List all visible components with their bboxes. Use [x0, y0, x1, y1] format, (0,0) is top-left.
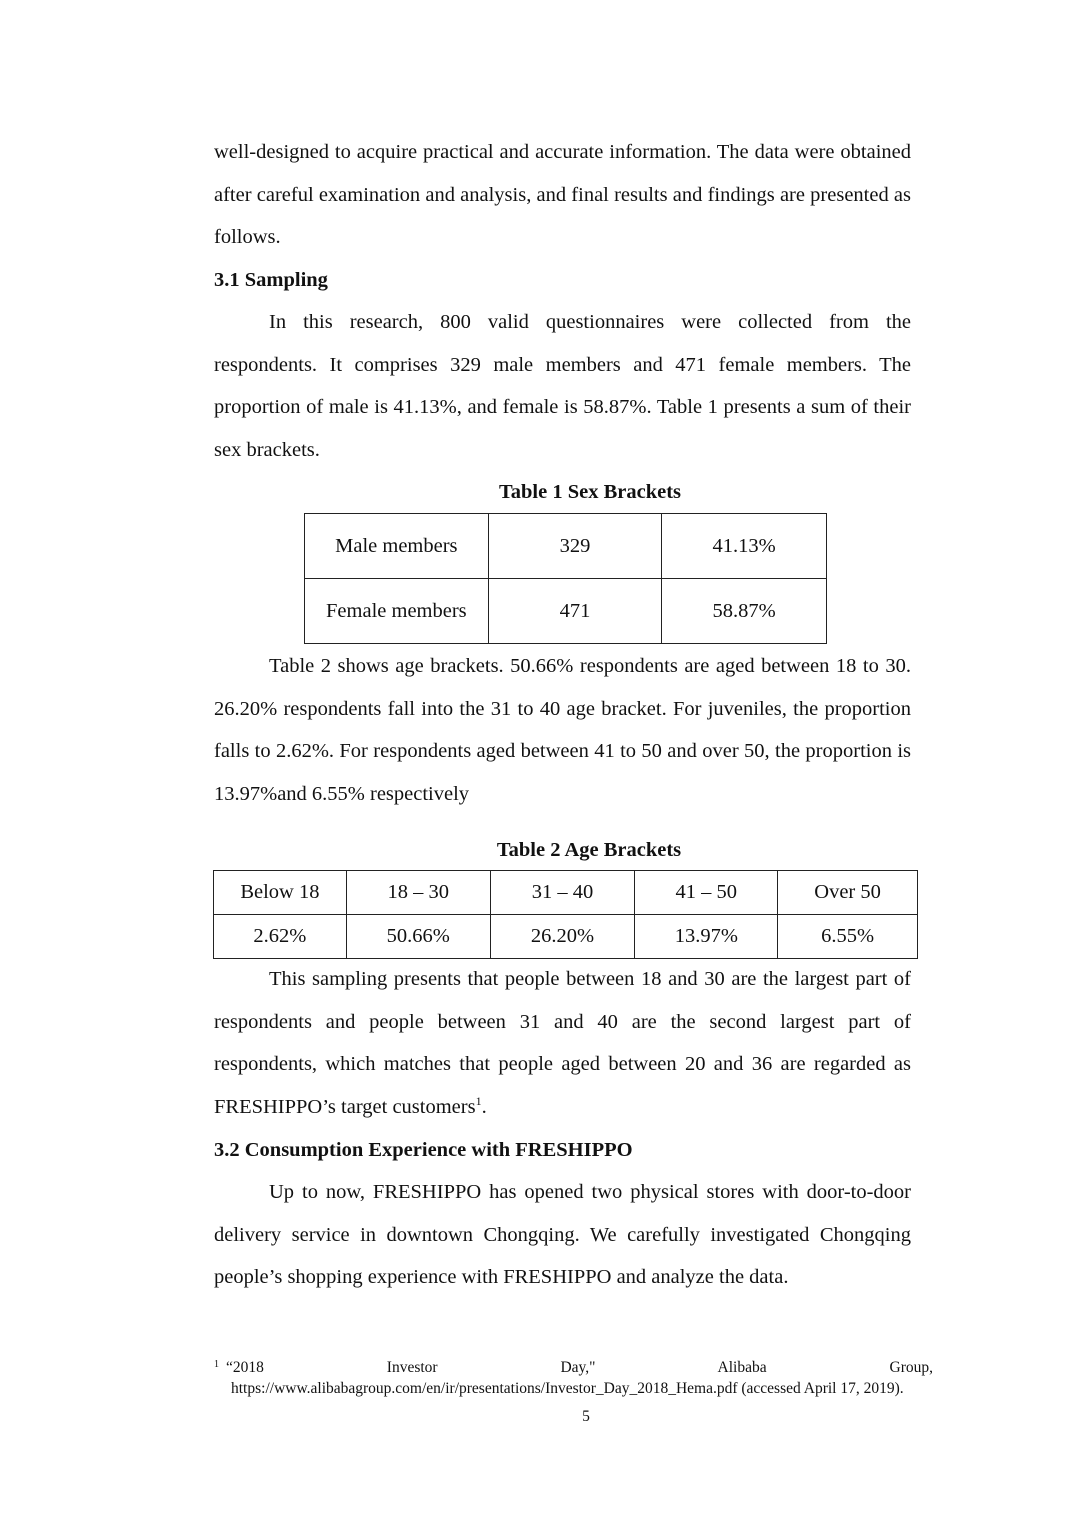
table-header-cell: Below 18 — [214, 871, 347, 915]
footnote-text: “2018 Investor Day," Alibaba Group, https://www.alibabagroup.com/en/ir/presentations/Investor_Day_2018_Hema.pdf (accessed April 17, 2019). — [226, 1359, 933, 1397]
age-brackets-table — [213, 870, 918, 959]
table2-caption: Table 2 Age Brackets — [496, 839, 682, 861]
table-cell: 50.66% — [346, 915, 490, 959]
footnote-reference[interactable]: 1 — [475, 1093, 482, 1108]
table-header-cell: Over 50 — [778, 871, 918, 915]
section-heading-consumption: 3.2 Consumption Experience with FRESHIPPO — [214, 1139, 633, 1161]
paragraph-text: This sampling presents that people between 18 and 30 are the largest part of respondents and people between 31 and 40 are the second largest part of respondents, which matches that people aged between 20 and 36 are regarded as FRESHIPPO’s target customers — [214, 968, 911, 1118]
table-cell: Male members — [305, 514, 489, 579]
table-row — [305, 514, 827, 579]
table-cell: 13.97% — [635, 915, 778, 959]
table-cell: 58.87% — [662, 579, 827, 644]
intro-paragraph: well-designed to acquire practical and accurate information. The data were obtained after careful examination and analysis, and final results and findings are presented as follows. — [214, 141, 911, 248]
footnote — [214, 1354, 933, 1399]
table-cell: 2.62% — [214, 915, 347, 959]
table-header-cell: 41 – 50 — [635, 871, 778, 915]
table-cell: 329 — [488, 514, 662, 579]
sampling-paragraph-3 — [214, 958, 911, 1128]
table-cell: 41.13% — [662, 514, 827, 579]
table-row — [305, 579, 827, 644]
table-header-cell: 31 – 40 — [490, 871, 635, 915]
footnote-marker: 1 — [214, 1359, 219, 1370]
sampling-paragraph-2: Table 2 shows age brackets. 50.66% respondents are aged between 18 to 30. 26.20% respondents fall into the 31 to 40 age bracket. For juveniles, the proportion falls to 2.62%. For respondents aged between 41 to 50 and over 50, the proportion is 13.97%and 6.55% respectively — [214, 655, 911, 805]
sampling-paragraph-1: In this research, 800 valid questionnaires were collected from the respondents. It comprises 329 male members and 471 female members. The proportion of male is 41.13%, and female is 58.87%. Table 1 presents a sum of their sex brackets. — [214, 311, 911, 461]
sex-brackets-table — [304, 513, 827, 644]
paragraph-end: . — [481, 1095, 487, 1118]
page-number: 5 — [582, 1408, 590, 1425]
table-cell: 471 — [488, 579, 662, 644]
table-header-row — [214, 871, 918, 915]
table-header-cell: 18 – 30 — [346, 871, 490, 915]
section-heading-sampling: 3.1 Sampling — [214, 269, 328, 291]
table-cell: 6.55% — [778, 915, 918, 959]
table-cell: 26.20% — [490, 915, 635, 959]
table-row — [214, 915, 918, 959]
table1-caption: Table 1 Sex Brackets — [498, 481, 682, 503]
consumption-paragraph-1: Up to now, FRESHIPPO has opened two physical stores with door-to-door delivery service in downtown Chongqing. We carefully investigated Chongqing people’s shopping experience with FRESHIPPO and analyze the data. — [214, 1181, 911, 1288]
table-cell: Female members — [305, 579, 489, 644]
